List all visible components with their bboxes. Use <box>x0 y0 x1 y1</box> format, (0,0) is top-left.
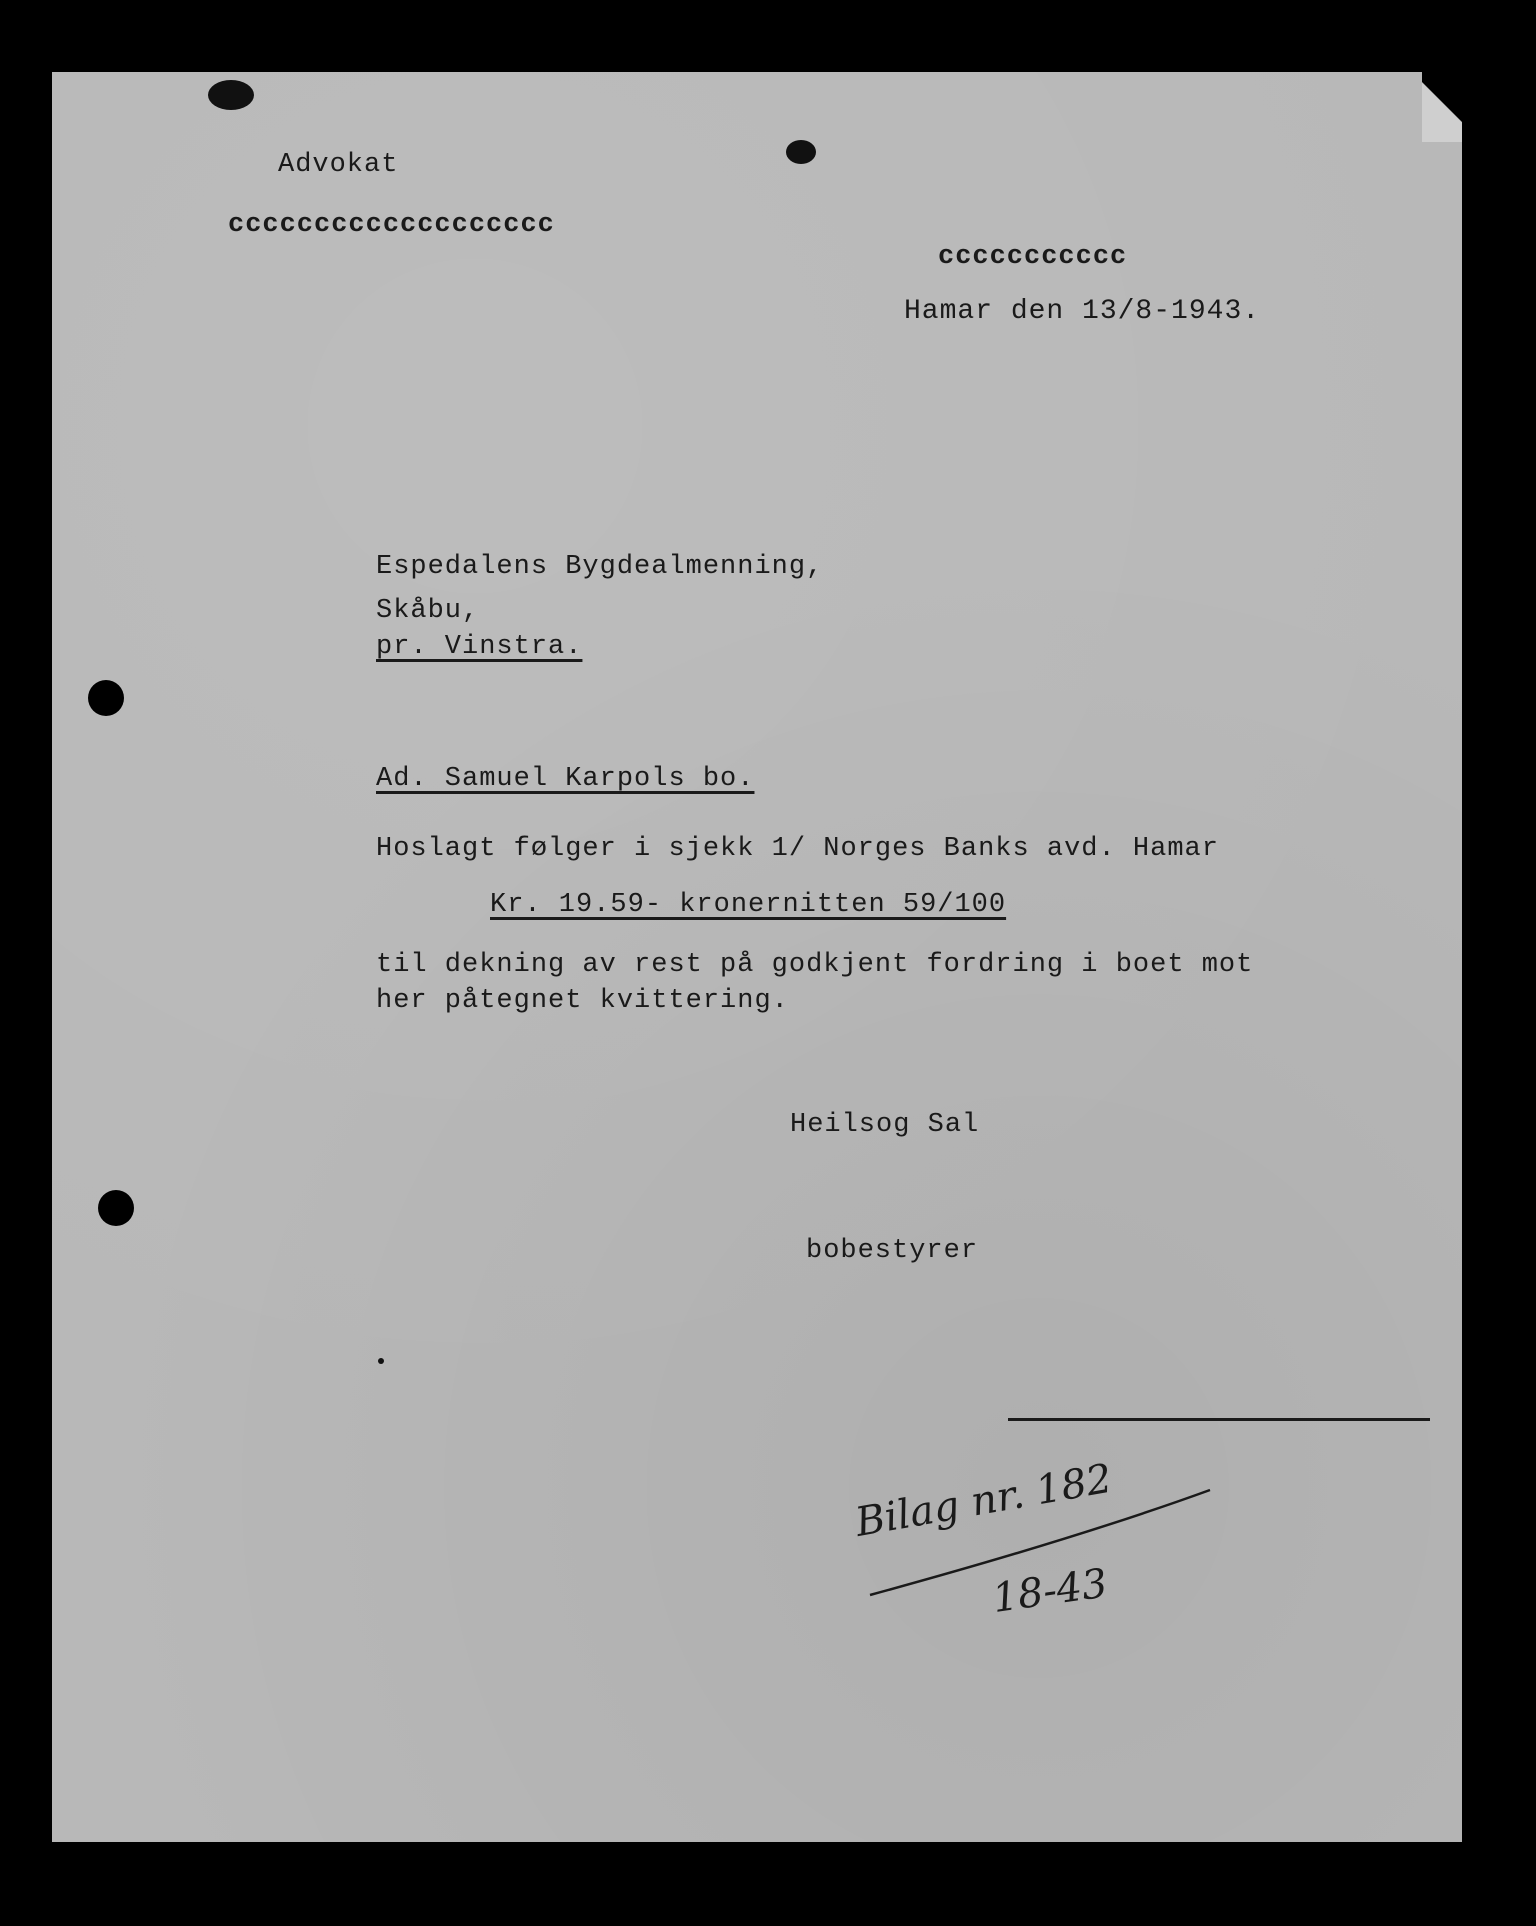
closing-greeting: Heilsog Sal <box>790 1110 980 1140</box>
letterhead-rule-left: ccccccccccccccccccc <box>228 210 555 240</box>
page-corner-fold <box>1422 72 1462 142</box>
recipient-line-2: Skåbu, <box>376 596 480 626</box>
closing-role: bobestyrer <box>806 1236 979 1266</box>
signature-line <box>1008 1418 1430 1421</box>
recipient-line-1: Espedalens Bygdealmenning, <box>376 552 824 582</box>
ink-blot <box>208 80 254 110</box>
handwritten-note-label: Bilag nr. 182 <box>852 1455 1116 1546</box>
handwritten-note-sub: 18-43 <box>989 1560 1111 1622</box>
ink-blot <box>786 140 816 164</box>
punch-hole-bottom <box>98 1190 134 1226</box>
body-line-3: til dekning av rest på godkjent fordring i boet mot <box>376 950 1254 980</box>
letterhead-rule-right: ccccccccccc <box>938 242 1128 272</box>
body-line-4: her påtegnet kvittering. <box>376 986 789 1016</box>
letterhead-title: Advokat <box>278 150 399 180</box>
date-line: Hamar den 13/8-1943. <box>904 296 1261 327</box>
body-line-1: Hoslagt følger i sjekk 1/ Norges Banks avd. Hamar <box>376 834 1219 864</box>
recipient-line-3: pr. Vinstra. <box>376 632 583 662</box>
ink-blot <box>378 1358 384 1364</box>
punch-hole-top <box>88 680 124 716</box>
subject-line: Ad. Samuel Karpols bo. <box>376 764 755 794</box>
amount-line: Kr. 19.59- kronernitten 59/100 <box>490 890 1007 920</box>
